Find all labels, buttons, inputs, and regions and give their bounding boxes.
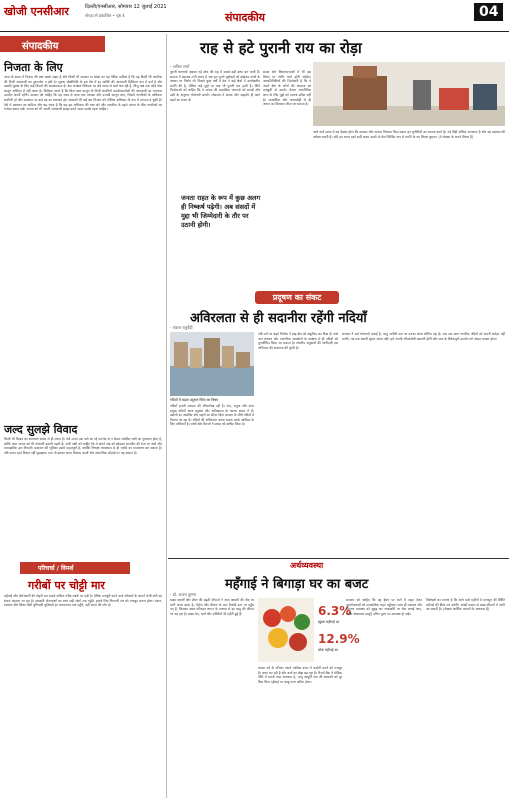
column-divider	[166, 34, 167, 798]
lead-body-2: संसद और विधानसभाओं में भी इस विषय पर गंभीर चर्चा होनी चाहिए। जनप्रतिनिधियों की जिम्मेदारी है कि वे अपने क्षेत्र के लोगों की आवाज को मजबूती से उठाएँ। केवल राजनीतिक लाभ के लिए मुद्दों को टालना उचित नहीं है। पारदर्शिता और जवाबदेही से ही जनता का विश्वास जीता जा सकता है।	[263, 70, 311, 107]
economy-banner: अर्थव्यवस्था	[290, 561, 324, 570]
lead-headline: राह से हटे पुरानी राय का रोड़ा	[200, 39, 362, 57]
dateline: दिल्ली/एनसीआर, सोमवार 12 जुलाई 2021	[85, 4, 167, 10]
economy-body-3: सरकार को चाहिए कि वह ईंधन पर करों में राहत देकर उपभोक्ताओं को तात्कालिक राहत पहुँचाए। साथ ही भंडारण और वितरण व्यवस्था को सुदृढ़ कर जमाखोरी पर रोक लगाई जाए, ताकि आवश्यक वस्तुएँ उचित मूल्य पर उपलब्ध हो सकें।	[346, 598, 422, 616]
discussion-body: महँगाई और बेरोजगारी की दोहरी मार सबसे अधिक गरीब तबके पर पड़ी है। दैनिक मजदूरी करने वाले परिवारों के सामने रोजी-रोटी का संकट गहराता जा रहा है। सरकारी योजनाओं का लाभ सही लोगों तक पहुँचे, इसके लिए निगरानी तंत्र को मजबूत करना होगा। राशन, स्वास्थ्य और शिक्षा जैसी बुनियादी सुविधाएँ हर जरूरतमंद तक पहुँचें, यही समय की माँग है।	[4, 594, 162, 608]
pollution-banner: प्रदूषण का संकट	[255, 291, 339, 304]
economy-body-2: मध्यम वर्ग के परिवार अपने मासिक बजट में कटौती करने को मजबूर हैं। बचत घट रही है और कर्ज का बोझ बढ़ रहा है। रिजर्व बैंक ने मौद्रिक नीति में सतर्क रुख अपनाया है, परंतु आपूर्ति पक्ष की बाधाओं को दूर किए बिना महँगाई पर काबू पाना कठिन होगा।	[258, 666, 342, 684]
edition-meta: नोएडा से प्रकाशित • पृष्ठ 4	[85, 13, 125, 18]
pollution-byline: - पंकज चतुर्वेदी	[170, 325, 193, 330]
section-rule	[168, 558, 509, 559]
economy-body-4: विशेषज्ञों का मानना है कि आने वाले महीनों में मानसून की स्थिति महँगाई की दिशा तय करेगी। अच्छी फसल से खाद्य कीमतों में नरमी आ सकती है। (लेखक आर्थिक मामलों के जानकार हैं)	[426, 598, 505, 612]
lead-body-1: पुरानी धारणाएँ अक्सर नई सोच की राह में सबसे बड़ी बाधा बन जाती हैं। समाज में बदलाव तभी संभव है जब हम पुराने पूर्वाग्रहों को छोड़कर तथ्यों के आधार पर निर्णय लें। पिछले कुछ वर्षों में देश ने कई क्षेत्रों में उल्लेखनीय प्रगति की है, लेकिन कई मुद्दों पर अब भी पुरानी राय हावी है। नीति निर्माताओं को चाहिए कि वे जनता की वास्तविक जरूरतों को समझें और उसी के अनुरूप योजनाएँ बनाएँ। लोकतंत्र में संवाद और सहमति ही आगे बढ़ने का रास्ता है।	[170, 70, 260, 102]
editorial-title-2: जल्द सुलझे विवाद	[4, 423, 78, 436]
editorial-banner: संपादकीय	[0, 36, 105, 52]
economy-body-1: खाद्य पदार्थों और ईंधन की बढ़ती कीमतों ने आम आदमी की जेब पर भारी असर डाला है। पेट्रोल और डीजल के दाम रिकॉर्ड स्तर पर पहुँच गए हैं, जिसका असर परिवहन लागत के माध्यम से हर वस्तु की कीमत पर पड़ रहा है। खाद्य तेल, दालें और सब्जियाँ भी महँगी हुई हैं।	[170, 598, 254, 616]
editorial-body: आज के समय में निजता की रक्षा सबसे अहम है और किसी भी सरकार या संस्था का यह नैतिक दायित्व है कि वह किसी भी नागरिक की निजी जानकारी का दुरुपयोग न होने दे। सूचना प्रौद्योगिकी के इस दौर में हर व्यक्ति की जानकारी डिजिटल रूप में दर्ज है और उसकी सुरक्षा के लिए कड़े नियमों की आवश्यकता है। डेटा संरक्षण विधेयक पर लंबे समय से चर्चा चल रही है, किंतु अब तक कोई ठोस कानून अस्तित्व में नहीं आया है। विशेषज्ञ मानते हैं कि बिना स्पष्ट कानून के निजी कंपनियाँ उपयोगकर्ताओं की जानकारी का मनमाना उपयोग करती रहेंगी। सरकार को चाहिए कि वह जल्द से जल्द एक व्यापक और प्रभावी कानून लाए, जिसमें नागरिकों के अधिकार सर्वोपरि हों और उल्लंघन पर कड़े दंड का प्रावधान हो। अदालतें भी कई बार निजता को मौलिक अधिकार के रूप में मान्यता दे चुकी हैं। ऐसे में प्रशासन का दायित्व और बढ़ जाता है कि वह इस अधिकार की रक्षा करे और तकनीक के बढ़ते प्रभाव के बीच नागरिकों का भरोसा बनाए रखे। जनता को भी अपनी जानकारी साझा करते समय सतर्क रहना चाहिए।	[4, 75, 162, 112]
pollution-body-1: नदियाँ हमारी सभ्यता की जीवनरेखा रही हैं। गंगा, यमुना और अन्य प्रमुख नदियाँ आज प्रदूषण और अतिक्रमण के कारण संकट में हैं। उद्योगों का अपशिष्ट और शहरों का सीवर बिना उपचार के सीधे नदियों में गिराया जा रहा है। नदियों की अविरलता बनाए रखना उनके अस्तित्व के लिए अनिवार्य है। बांधों और बैराजों ने प्रवाह को बाधित किया है।	[170, 404, 254, 427]
retail-inflation-label: खुदरा महँगाई दर	[318, 620, 340, 624]
pull-quote: जनता राहत के रूप में कुछ अलग ही निष्कर्ष पढ़ेगी। अब संसदों में मुद्दा भी जिम्मेदारी के तौर पर उठानी होगी।	[181, 194, 261, 229]
masthead	[0, 0, 509, 32]
wholesale-inflation-value: 12.9%	[318, 632, 360, 646]
brand-logo: खोजी एनसीआर	[4, 5, 69, 18]
editorial-body-2: किसी भी विवाद का समाधान संवाद से ही संभव है। लंबे समय तक चले आ रहे मतभेद से न केवल संबंधित पक्षों का नुकसान होता है, बल्कि आम जनता को भी परेशानी उठानी पड़ती है। सभी पक्षों को चाहिए कि वे अपने अहं को छोड़कर बातचीत की मेज पर आएँ और व्यावहारिक हल निकालें। प्रशासन की भूमिका इसमें महत्वपूर्ण है, क्योंकि निष्पक्ष मध्यस्थता से ही भरोसे का वातावरण बन सकता है। यदि समय रहते विवाद नहीं सुलझाया गया तो इसका असर विकास कार्यों और सामाजिक सौहार्द पर पड़ सकता है।	[4, 437, 162, 455]
discussion-title: गरीबों पर चोट्टी मार	[28, 579, 105, 592]
retail-inflation-value: 6.3%	[318, 604, 352, 618]
vegetables-photo	[258, 598, 314, 662]
wholesale-inflation-label: थोक महँगाई दर	[318, 648, 338, 652]
lead-photo	[313, 62, 505, 126]
river-photo-caption: नदियों में बढ़ता प्रदूषण चिंता का विषय	[170, 398, 219, 402]
pollution-body-2: नदी तटों पर बढ़ते निर्माण ने बाढ़ क्षेत्र को संकुचित कर दिया है। वर्षा जल संचयन और पारंपरिक जलस्रोतों के संरक्षण से ही नदियों को पुनर्जीवित किया जा सकता है। स्थानीय समुदायों की भागीदारी इस अभियान की सफलता की कुंजी है।	[258, 332, 338, 350]
section-title: संपादकीय	[225, 11, 266, 24]
lead-byline: - अनिल शर्मा	[170, 64, 190, 69]
economy-headline: महँगाई ने बिगाड़ा घर का बजट	[225, 577, 369, 592]
page-number: 04	[474, 3, 503, 21]
pollution-body-3: सरकार ने कई योजनाएँ चलाई हैं, परंतु जमीनी स्तर पर उनका असर सीमित रहा है। जब तक आम नागरिक नदियों को अपनी धरोहर नहीं मानेंगे, तब तक स्थायी सुधार संभव नहीं। हमें अपनी जीवनशैली बदलनी होगी और जल के विवेकपूर्ण उपयोग को आदत बनाना होगा।	[342, 332, 505, 341]
editorial-title: निजता के लिए	[4, 61, 63, 74]
discussion-banner: परिचर्चा / विमर्श	[20, 562, 130, 574]
economy-byline: - डॉ. अजय कुमार	[170, 592, 197, 597]
lead-body-3: आने वाले समय में यह देखना होगा कि सरकार और समाज मिलकर किस प्रकार इन चुनौतियों का सामना करते हैं। नई पीढ़ी अधिक जागरूक है और वह बदलाव की अपेक्षा रखती है। यदि हम समय रहते सही कदम उठाएँ तो देश निश्चित रूप से प्रगति के नए शिखर छुएगा। (ये लेखक के अपने विचार हैं)	[313, 130, 505, 139]
pollution-headline: अविरलता से ही सदानीरा रहेंगी नदियाँ	[190, 311, 367, 326]
river-photo	[170, 332, 254, 396]
